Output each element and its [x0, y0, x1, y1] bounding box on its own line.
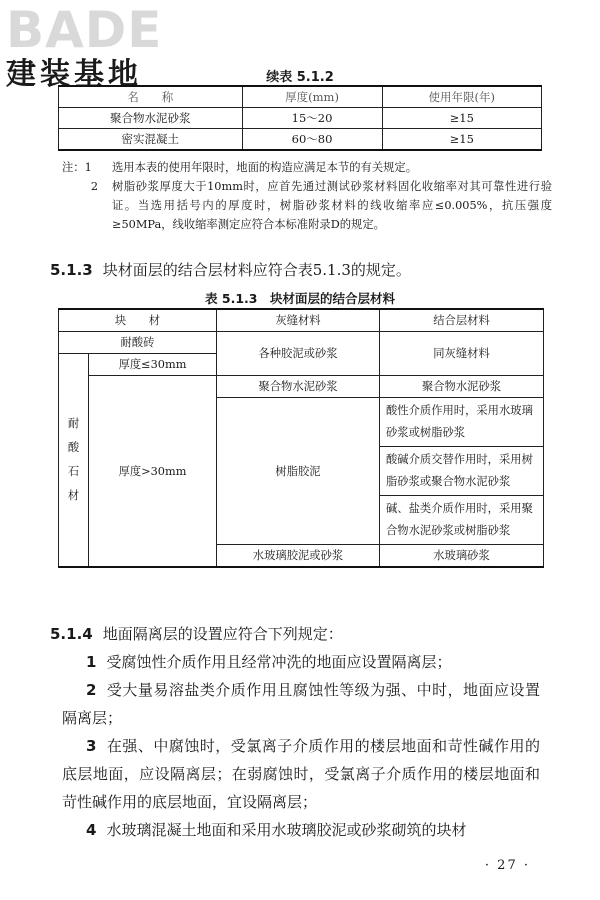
item-text: 受大量易溶盐类介质作用且腐蚀性等级为强、中时，地面应设置隔离层； [62, 681, 540, 727]
table2-caption: 表 5.1.3 块材面层的结合层材料 [205, 291, 395, 306]
table1-caption: 续表 5.1.2 [266, 70, 334, 85]
item-text: 水玻璃混凝土地面和采用水玻璃胶泥或砂浆砌筑的块材 [106, 821, 467, 839]
table1-header-row [59, 86, 542, 108]
table-row [59, 332, 544, 354]
table-notes [62, 158, 552, 234]
table2-cell: 聚合物水泥砂浆 [380, 376, 544, 398]
table1-cell: ≥15 [382, 129, 541, 151]
table1-header-name: 名 称 [59, 86, 243, 108]
stone-char: 耐 [67, 417, 80, 430]
table1-header-service-life: 使用年限(年) [382, 86, 541, 108]
clause-item [62, 676, 540, 732]
clause-text: 块材面层的结合层材料应符合表5.1.3的规定。 [102, 261, 411, 279]
table-5-1-2-continued [58, 85, 542, 151]
table1-header-thickness: 厚度(mm) [242, 86, 382, 108]
table2-cell: 树脂胶泥 [217, 398, 380, 545]
stone-char: 酸 [67, 441, 80, 454]
table2-cell: 耐酸砖 [59, 332, 217, 354]
stone-char: 材 [67, 489, 80, 502]
clause-5-1-4 [50, 620, 528, 648]
note-item [62, 158, 552, 177]
table1-cell: 密实混凝土 [59, 129, 243, 151]
note-text: 选用本表的使用年限时，地面的构造应满足本节的有关规定。 [112, 161, 418, 174]
logo-chinese-name: 建装基地 [6, 57, 142, 92]
table1-cell: 60～80 [242, 129, 382, 151]
note-item [62, 177, 552, 234]
item-number: 4 [86, 821, 97, 839]
page-number: · 27 · [484, 858, 530, 873]
clause-item [62, 732, 540, 816]
table1-cell: 15～20 [242, 108, 382, 129]
table-row [59, 376, 544, 398]
table2-stone-label [59, 354, 89, 568]
table2-header-bond: 结合层材料 [380, 309, 544, 332]
stone-char: 石 [67, 465, 80, 478]
clause-number: 5.1.4 [50, 625, 93, 643]
logo-wordmark: BADE [6, 1, 163, 59]
table2-cell: 酸性介质作用时，采用水玻璃砂浆或树脂砂浆 [380, 398, 544, 447]
clause-5-1-3 [50, 256, 528, 284]
table2-cell: 厚度≤30mm [89, 354, 217, 376]
clause-item [62, 648, 540, 676]
table2-header-joint: 灰缝材料 [217, 309, 380, 332]
item-text: 在强、中腐蚀时，受氯离子介质作用的楼层地面和苛性碱作用的底层地面，应设隔离层；在弱腐蚀时，受氯离子介质作用的楼层地面和苛性碱作用的底层地面，宜设隔离层； [62, 737, 540, 811]
note-label: 注：1 [62, 161, 92, 174]
item-number: 2 [86, 681, 97, 699]
table2-header-row [59, 309, 544, 332]
table1-cell: ≥15 [382, 108, 541, 129]
table-row [59, 108, 542, 129]
note-label: 2 [90, 180, 98, 193]
table2-cell: 水玻璃砂浆 [380, 545, 544, 568]
clause-intro: 地面隔离层的设置应符合下列规定： [102, 625, 343, 643]
item-number: 1 [86, 653, 97, 671]
table2-cell: 聚合物水泥砂浆 [217, 376, 380, 398]
table2-cell: 厚度>30mm [89, 376, 217, 568]
table2-cell: 各种胶泥或砂浆 [217, 332, 380, 376]
table2-cell: 同灰缝材料 [380, 332, 544, 376]
table2-cell: 水玻璃胶泥或砂浆 [217, 545, 380, 568]
clause-number: 5.1.3 [50, 261, 93, 279]
clause-item [62, 816, 540, 844]
table-5-1-3 [58, 308, 544, 568]
table2-header-block: 块 材 [59, 309, 217, 332]
note-text: 树脂砂浆厚度大于10mm时，应首先通过测试砂浆材料固化收缩率对其可靠性进行验证。当选用括号内的厚度时，树脂砂浆材料的线收缩率应≤0.005%，抗压强度≥50MPa，线收缩率测定应符合本标准附录D的规定。 [112, 180, 552, 231]
item-text: 受腐蚀性介质作用且经常冲洗的地面应设置隔离层； [106, 653, 452, 671]
table-row [59, 129, 542, 151]
item-number: 3 [86, 737, 97, 755]
table2-cell: 碱、盐类介质作用时，采用聚合物水泥砂浆或树脂砂浆 [380, 496, 544, 545]
table1-cell: 聚合物水泥砂浆 [59, 108, 243, 129]
table2-cell: 酸碱介质交替作用时，采用树脂砂浆或聚合物水泥砂浆 [380, 447, 544, 496]
